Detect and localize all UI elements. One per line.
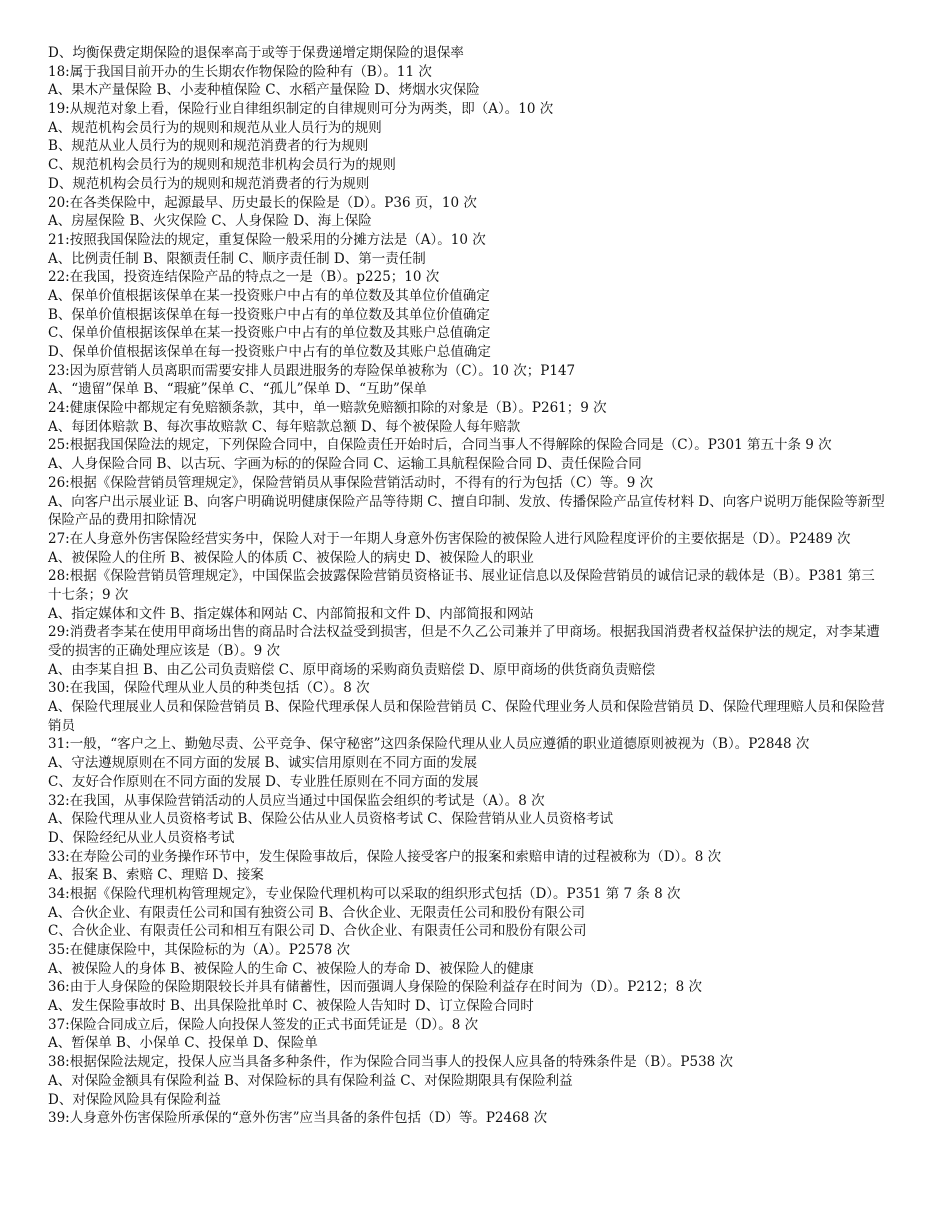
text-line: 28:根据《保险营销员管理规定》，中国保监会披露保险营销员资格证书、展业证信息以及保险营销员的诚信记录的载体是（B）。P381 第三十七条；9 次 xyxy=(48,568,875,603)
text-line: A、被保险人的身体 B、被保险人的生命 C、被保险人的寿命 D、被保险人的健康 xyxy=(48,960,534,977)
text-line: A、发生保险事故时 B、出具保险批单时 C、被保险人告知时 D、订立保险合同时 xyxy=(48,998,534,1015)
text-line: A、对保险金额具有保险利益 B、对保险标的具有保险利益 C、对保险期限具有保险利益 xyxy=(48,1072,573,1089)
text-line: C、规范机构会员行为的规则和规范非机构会员行为的规则 xyxy=(48,157,396,174)
text-line: D、均衡保费定期保险的退保率高于或等于保费递增定期保险的退保率 xyxy=(48,45,464,61)
text-line: 27:在人身意外伤害保险经营实务中，保险人对于一年期人身意外伤害保险的被保险人进行风险程度评价的主要依据是（D）。P2489 次 xyxy=(48,530,851,547)
text-line: A、守法遵规原则在不同方面的发展 B、诚实信用原则在不同方面的发展 xyxy=(48,755,477,772)
text-line: 34:根据《保险代理机构管理规定》，专业保险代理机构可以采取的组织形式包括（D）。P351 第 7 条 8 次 xyxy=(48,885,681,902)
text-line: 23:因为原营销人员离职而需要安排人员跟进服务的寿险保单被称为（C）。10 次；P147 xyxy=(48,362,576,379)
text-line: A、比例责任制 B、限额责任制 C、顺序责任制 D、第一责任制 xyxy=(48,250,426,267)
text-line: 19:从规范对象上看，保险行业自律组织制定的自律规则可分为两类，即（A）。10 次 xyxy=(48,101,554,118)
text-line: 25:根据我国保险法的规定，下列保险合同中，自保险责任开始时后，合同当事人不得解除的保险合同是（C）。P301 第五十条 9 次 xyxy=(48,437,832,454)
text-line: 36:由于人身保险的保险期限较长并具有储蓄性，因而强调人身保险的保险利益存在时间为（D）。P212；8 次 xyxy=(48,979,703,996)
text-line: 39:人身意外伤害保险所承保的“意外伤害”应当具备的条件包括（D）等。P2468 次 xyxy=(48,1110,548,1127)
text-line: A、保单价值根据该保单在某一投资账户中占有的单位数及其单位价值确定 xyxy=(48,287,490,304)
text-line: D、保单价值根据该保单在每一投资账户中占有的单位数及其账户总值确定 xyxy=(48,344,491,360)
text-line: 26:根据《保险营销员管理规定》，保险营销员从事保险营销活动时，不得有的行为包括（C）等。9 次 xyxy=(48,474,654,491)
text-line: A、每团体赔款 B、每次事故赔款 C、每年赔款总额 D、每个被保险人每年赔款 xyxy=(48,418,521,435)
text-line: 35:在健康保险中，其保险标的为（A）。P2578 次 xyxy=(48,942,350,958)
text-line: A、保险代理从业人员资格考试 B、保险公估从业人员资格考试 C、保险营销从业人员资格考试 xyxy=(48,811,614,828)
text-line: A、向客户出示展业证 B、向客户明确说明健康保险产品等待期 C、擅自印制、发放、传播保险产品宣传材料 D、向客户说明万能保险等新型保险产品的费用扣除情况 xyxy=(48,493,885,529)
text-line: D、对保险风险具有保险利益 xyxy=(48,1091,221,1108)
text-line: 18:属于我国目前开办的生长期农作物保险的险种有（B）。11 次 xyxy=(48,63,432,80)
text-line: 21:按照我国保险法的规定，重复保险一般采用的分摊方法是（A）。10 次 xyxy=(48,231,486,248)
text-line: 33:在寿险公司的业务操作环节中，发生保险事故后，保险人接受客户的报案和索赔申请的过程被称为（D）。8 次 xyxy=(48,848,722,865)
text-line: C、合伙企业、有限责任公司和相互有限公司 D、合伙企业、有限责任公司和股份有限公司 xyxy=(48,923,587,940)
text-line: C、保单价值根据该保单在某一投资账户中占有的单位数及其账户总值确定 xyxy=(48,325,491,342)
text-line: D、规范机构会员行为的规则和规范消费者的行为规则 xyxy=(48,175,370,192)
text-line: 32:在我国，从事保险营销活动的人员应当通过中国保监会组织的考试是（A）。8 次 xyxy=(48,792,545,809)
text-line: A、暂保单 B、小保单 C、投保单 D、保险单 xyxy=(48,1035,318,1052)
text-line: 29:消费者李某在使用甲商场出售的商品时合法权益受到损害，但是不久乙公司兼并了甲商场。根据我国消费者权益保护法的规定，对李某遭受的损害的正确处理应该是（B）。9 次 xyxy=(48,624,880,659)
text-line: 22:在我国，投资连结保险产品的特点之一是（B）。p225；10 次 xyxy=(48,269,440,286)
text-line: D、保险经纪从业人员资格考试 xyxy=(48,829,235,846)
text-line: A、“遗留”保单 B、“瑕疵”保单 C、“孤儿”保单 D、“互助”保单 xyxy=(48,381,427,398)
text-line: 30:在我国，保险代理从业人员的种类包括（C）。8 次 xyxy=(48,680,370,697)
text-line: A、规范机构会员行为的规则和规范从业人员行为的规则 xyxy=(48,119,382,136)
text-line: A、由李某自担 B、由乙公司负责赔偿 C、原甲商场的采购商负责赔偿 D、原甲商场的供货商负责赔偿 xyxy=(48,661,656,678)
text-line: C、友好合作原则在不同方面的发展 D、专业胜任原则在不同方面的发展 xyxy=(48,773,479,790)
text-line: 31:一般，“客户之上、勤勉尽责、公平竞争、保守秘密”这四条保险代理从业人员应遵循的职业道德原则被视为（B）。P2848 次 xyxy=(48,736,810,753)
text-line: A、保险代理展业人员和保险营销员 B、保险代理承保人员和保险营销员 C、保险代理业务人员和保险营销员 D、保险代理理赔人员和保险营销员 xyxy=(48,699,885,734)
text-line: A、被保险人的住所 B、被保险人的体质 C、被保险人的病史 D、被保险人的职业 xyxy=(48,549,534,566)
text-line: 20:在各类保险中，起源最早、历史最长的保险是（D）。P36 页，10 次 xyxy=(48,194,477,211)
document-body xyxy=(48,44,888,1128)
text-line: 38:根据保险法规定，投保人应当具备多种条件，作为保险合同当事人的投保人应具备的特殊条件是（B）。P538 次 xyxy=(48,1054,734,1071)
text-line: A、果木产量保险 B、小麦种植保险 C、水稻产量保险 D、烤烟水灾保险 xyxy=(48,82,480,99)
text-line: 24:健康保险中都规定有免赔额条款，其中，单一赔款免赔额扣除的对象是（B）。P261；9 次 xyxy=(48,400,607,417)
text-line: A、人身保险合同 B、以古玩、字画为标的的保险合同 C、运输工具航程保险合同 D、责任保险合同 xyxy=(48,456,642,473)
text-line: A、指定媒体和文件 B、指定媒体和网站 C、内部简报和文件 D、内部简报和网站 xyxy=(48,605,534,622)
text-line: A、房屋保险 B、火灾保险 C、人身保险 D、海上保险 xyxy=(48,213,372,230)
text-line: A、合伙企业、有限责任公司和国有独资公司 B、合伙企业、无限责任公司和股份有限公司 xyxy=(48,904,585,921)
text-line: A、报案 B、索赔 C、理赔 D、接案 xyxy=(48,867,264,884)
text-line: 37:保险合同成立后，保险人向投保人签发的正式书面凭证是（D）。8 次 xyxy=(48,1016,479,1033)
text-line: B、规范从业人员行为的规则和规范消费者的行为规则 xyxy=(48,138,369,155)
text-line: B、保单价值根据该保单在每一投资账户中占有的单位数及其单位价值确定 xyxy=(48,306,490,323)
